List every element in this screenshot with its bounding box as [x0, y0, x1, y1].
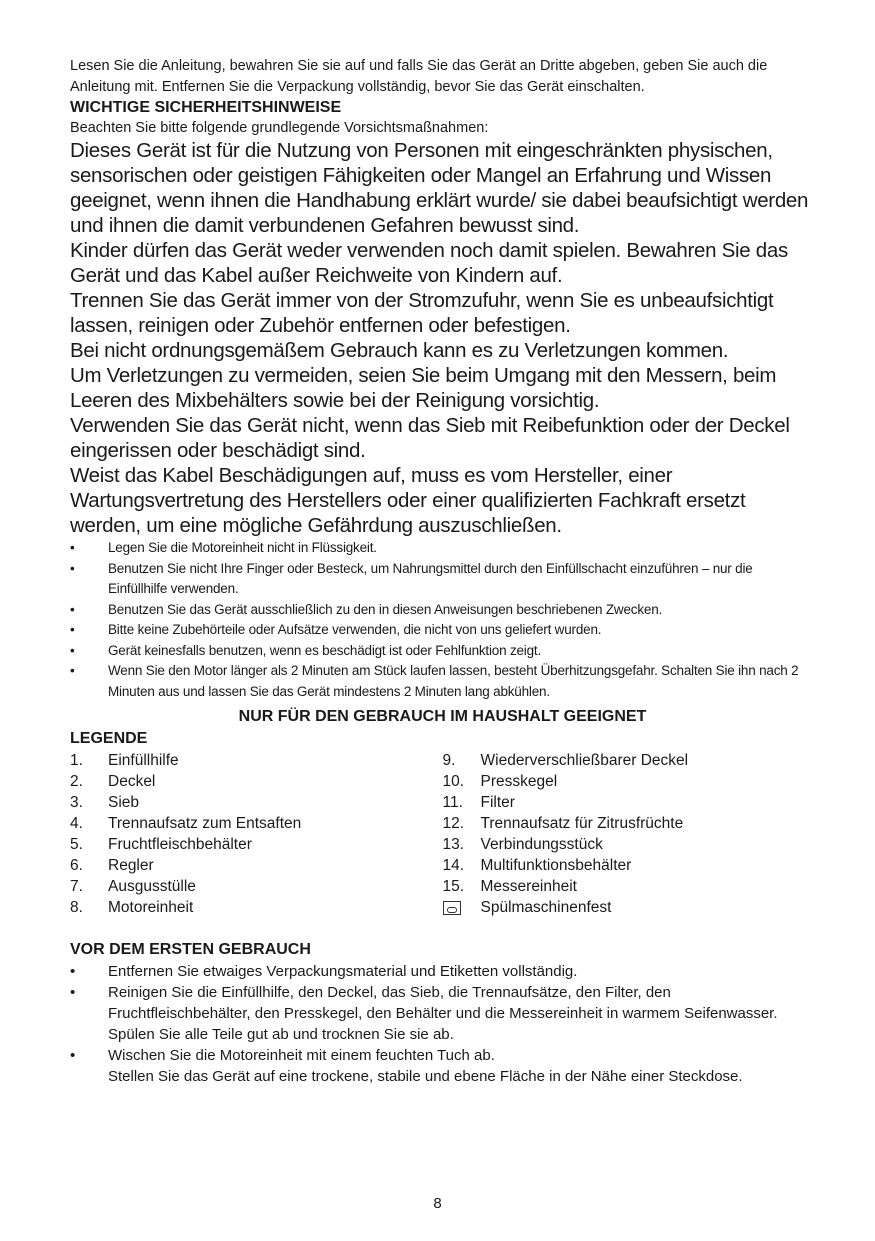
legend-item [70, 771, 443, 792]
household-note: NUR FÜR DEN GEBRAUCH IM HAUSHALT GEEIGNET [238, 708, 647, 725]
safety-subheading: Beachten Sie bitte folgende grundlegende Vorsichtsmaßnahmen: [70, 120, 489, 136]
legend-item [70, 876, 443, 897]
safety-bullet-list [70, 538, 815, 702]
legend-number: 10. [442, 773, 465, 790]
first-use-bullet: • Reinigen Sie die Einfüllhilfe, den Deckel, das Sieb, die Trennaufsätze, den Filter, den Fruchtfleischbehälter, den Presskegel, den Behälter und die Messereinheit in warmem Seifenwasser. Spülen Sie alle Teile gut ab und trocknen Sie sie ab. [70, 982, 815, 1045]
legend-number: 11. [442, 794, 463, 811]
legend-label: Motoreinheit [108, 899, 194, 916]
safety-paragraph: Um Verletzungen zu vermeiden, seien Sie beim Umgang mit den Messern, beim Leeren des Mixbehälters sowie bei der Reinigung vorsichtig. [70, 364, 777, 412]
safety-bullet: • Benutzen Sie das Gerät ausschließlich zu den in diesen Anweisungen beschriebenen Zwecken. [70, 600, 815, 621]
safety-bullet: • Gerät keinesfalls benutzen, wenn es beschädigt ist oder Fehlfunktion zeigt. [70, 641, 815, 662]
safety-paragraph: Dieses Gerät ist für die Nutzung von Personen mit eingeschränkten physischen, sensorischen oder geistigen Fähigkeiten oder Mangel an Erfahrung und Wissen geeignet, wenn ihnen die Handhabung erklärt wurde/ sie dabei beaufsichtigt werden und ihnen die damit verbundenen Gefahren bewusst sind. [70, 139, 809, 237]
first-use-bullet-list [70, 961, 815, 1087]
legend-label: Sieb [108, 794, 140, 811]
page-number: 8 [433, 1195, 442, 1212]
legend-number: 5. [70, 836, 83, 853]
safety-heading: WICHTIGE SICHERHEITSHINWEISE [70, 99, 342, 116]
legend-item [70, 834, 443, 855]
legend-item [443, 771, 816, 792]
first-use-heading: VOR DEM ERSTEN GEBRAUCH [70, 941, 311, 958]
legend-number: 15. [442, 878, 465, 895]
legend-heading: LEGENDE [70, 730, 148, 747]
legend-label: Ausgusstülle [108, 878, 196, 895]
legend-label: Trennaufsatz für Zitrusfrüchte [480, 815, 684, 832]
legend-number: 6. [70, 857, 83, 874]
safety-paragraph: Trennen Sie das Gerät immer von der Stromzufuhr, wenn Sie es unbeaufsichtigt lassen, reinigen oder Zubehör entfernen oder befestigen. [70, 289, 774, 337]
legend-item [443, 750, 816, 771]
legend-item [70, 897, 443, 918]
safety-paragraph: Verwenden Sie das Gerät nicht, wenn das Sieb mit Reibefunktion oder der Deckel eingerissen oder beschädigt sind. [70, 414, 790, 462]
legend-label: Spülmaschinenfest [480, 899, 612, 916]
legend-number: 1. [70, 752, 83, 769]
legend-number: 12. [442, 815, 465, 832]
legend-item [70, 855, 443, 876]
legend-number: 3. [70, 794, 83, 811]
legend-item [70, 792, 443, 813]
safety-bullet: • Bitte keine Zubehörteile oder Aufsätze verwenden, die nicht von uns geliefert wurden. [70, 620, 815, 641]
legend-number: 14. [442, 857, 465, 874]
legend-number: 4. [70, 815, 83, 832]
safety-paragraph: Bei nicht ordnungsgemäßem Gebrauch kann es zu Verletzungen kommen. [70, 339, 729, 362]
legend-label: Regler [108, 857, 154, 874]
legend-label: Deckel [108, 773, 156, 790]
legend-item [70, 813, 443, 834]
legend-number: 7. [70, 878, 83, 895]
legend-number: 8. [70, 899, 83, 916]
safety-paragraph: Weist das Kabel Beschädigungen auf, muss es vom Hersteller, einer Wartungsvertretung des Herstellers oder einer qualifizierten Fachkraft ersetzt werden, um eine mögliche Gefährdung auszuschließen. [70, 464, 746, 537]
legend-label: Verbindungsstück [480, 836, 603, 853]
manual-page [70, 56, 815, 1087]
legend-item [70, 750, 443, 771]
safety-bullet: • Legen Sie die Motoreinheit nicht in Flüssigkeit. [70, 538, 815, 559]
legend-list [70, 750, 815, 918]
legend-item [443, 792, 816, 813]
legend-label: Filter [480, 794, 515, 811]
legend-label: Wiederverschließbarer Deckel [480, 752, 689, 769]
legend-item [443, 855, 816, 876]
legend-label: Einfüllhilfe [108, 752, 179, 769]
dishwasher-icon [443, 901, 461, 915]
legend-item-dishwasher [443, 897, 816, 918]
legend-label: Presskegel [480, 773, 558, 790]
spacer [70, 918, 815, 939]
safety-paragraph: Kinder dürfen das Gerät weder verwenden noch damit spielen. Bewahren Sie das Gerät und das Kabel außer Reichweite von Kindern auf. [70, 239, 788, 287]
legend-number: 9. [442, 752, 456, 769]
legend-column-right [443, 750, 816, 918]
intro-paragraph: Lesen Sie die Anleitung, bewahren Sie sie auf und falls Sie das Gerät an Dritte abgeben, geben Sie auch die Anleitung mit. Entfernen Sie die Verpackung vollständig, bevor Sie das Gerät einschalten. [70, 58, 768, 95]
legend-number: 13. [442, 836, 465, 853]
first-use-extra-line: Stellen Sie das Gerät auf eine trockene, stabile und ebene Fläche in der Nähe einer Steckdose. [108, 1068, 743, 1085]
legend-column-left [70, 750, 443, 918]
legend-item [443, 834, 816, 855]
legend-label: Trennaufsatz zum Entsaften [108, 815, 302, 832]
safety-bullet: • Benutzen Sie nicht Ihre Finger oder Besteck, um Nahrungsmittel durch den Einfüllschacht einzuführen – nur die Einfüllhilfe verwenden. [70, 559, 815, 600]
legend-label: Multifunktionsbehälter [480, 857, 632, 874]
legend-label: Messereinheit [480, 878, 577, 895]
safety-bullet: • Wenn Sie den Motor länger als 2 Minuten am Stück laufen lassen, besteht Überhitzungsgefahr. Schalten Sie ihn nach 2 Minuten aus und lassen Sie das Gerät mindestens 2 Minuten lang abkühlen. [70, 661, 815, 702]
first-use-bullet-text: Wischen Sie die Motoreinheit mit einem feuchten Tuch ab. [108, 1047, 495, 1064]
legend-item [443, 813, 816, 834]
legend-item [443, 876, 816, 897]
first-use-bullet [70, 1045, 815, 1087]
first-use-bullet: • Entfernen Sie etwaiges Verpackungsmaterial und Etiketten vollständig. [70, 961, 815, 982]
legend-number: 2. [70, 773, 83, 790]
legend-label: Fruchtfleischbehälter [108, 836, 252, 853]
